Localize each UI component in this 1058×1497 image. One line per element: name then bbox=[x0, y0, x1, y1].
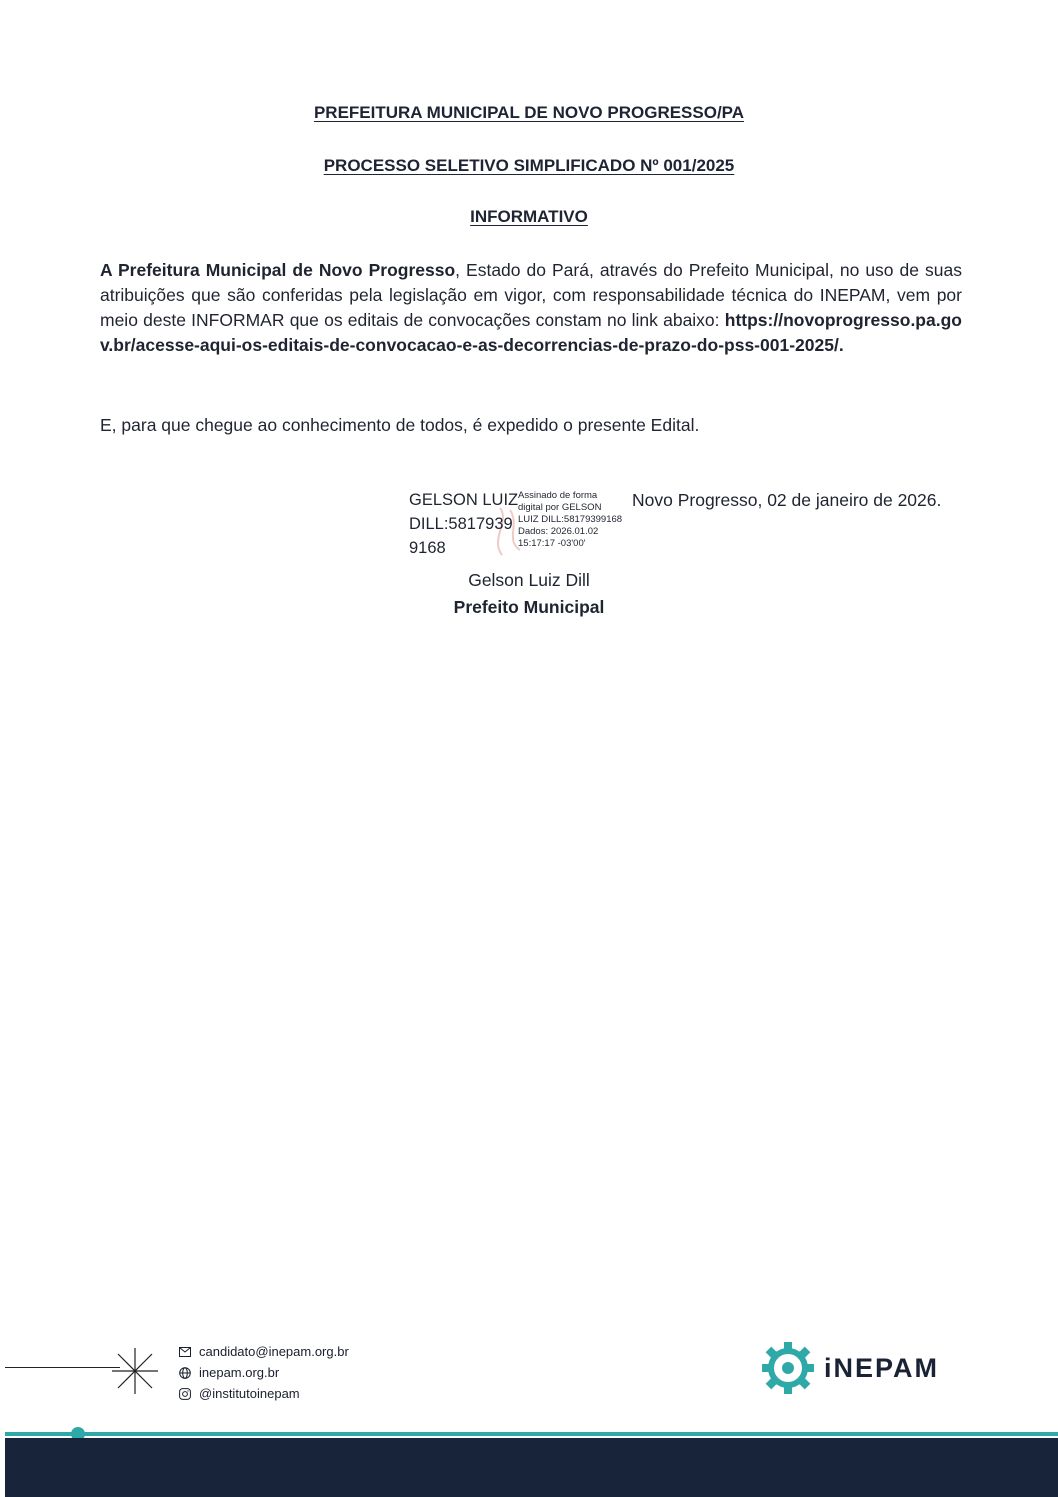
convocation-link[interactable]: https://novoprogresso.pa.gov.br/acesse-aqui-os-editais-de-convocacao-e-as-decorrencias-de-prazo-do-pss-001-2025/. bbox=[100, 310, 962, 355]
contact-email[interactable]: candidato@inepam.org.br bbox=[199, 1344, 349, 1359]
sig-detail-1: Assinado de forma bbox=[518, 490, 598, 501]
body-paragraph-bold: A Prefeitura Municipal de Novo Progresso bbox=[100, 260, 456, 280]
sig-detail-3: LUIZ DILL:58179399168 bbox=[518, 514, 623, 525]
date-line: Novo Progresso, 02 de janeiro de 2026. bbox=[632, 490, 942, 510]
header-title: INFORMATIVO bbox=[470, 207, 588, 226]
closing-paragraph: E, para que chegue ao conhecimento de todos, é expedido o presente Edital. bbox=[100, 415, 700, 435]
footer-navy-band bbox=[5, 1438, 1058, 1497]
signer-title: Prefeito Municipal bbox=[453, 597, 605, 617]
sig-detail-4: Dados: 2026.01.02 bbox=[518, 526, 599, 537]
contact-email-row bbox=[178, 1341, 349, 1362]
contact-website[interactable]: inepam.org.br bbox=[199, 1365, 280, 1380]
header-process: PROCESSO SELETIVO SIMPLIFICADO Nº 001/2025 bbox=[323, 156, 735, 175]
mail-icon bbox=[178, 1345, 192, 1359]
digital-signature-name bbox=[409, 488, 518, 560]
instagram-icon bbox=[178, 1387, 192, 1401]
footer-teal-line bbox=[5, 1432, 1058, 1436]
contact-website-row bbox=[178, 1362, 349, 1383]
inepam-logo bbox=[760, 1340, 939, 1396]
sig-name-line1: GELSON LUIZ bbox=[409, 491, 519, 509]
body-paragraph bbox=[100, 258, 962, 358]
header-municipality: PREFEITURA MUNICIPAL DE NOVO PROGRESSO/PA bbox=[313, 103, 745, 122]
gear-logo-icon bbox=[760, 1340, 816, 1396]
signer-name: Gelson Luiz Dill bbox=[468, 570, 590, 590]
contact-instagram[interactable]: @institutoinepam bbox=[199, 1386, 300, 1401]
sig-name-line3: 9168 bbox=[409, 539, 446, 557]
footer-line bbox=[5, 1367, 120, 1368]
asterisk-icon bbox=[112, 1348, 158, 1394]
sig-detail-2: digital por GELSON bbox=[518, 502, 602, 513]
digital-signature-details bbox=[518, 490, 622, 550]
sig-detail-5: 15:17:17 -03'00' bbox=[518, 538, 586, 549]
body-paragraph-text: , Estado do Pará, através do Prefeito Municipal, no uso de suas atribuições que são conferidas pela legislação em vigor, com responsabilidade técnica do INEPAM, vem por meio deste INFORMAR que os editais de convocações constam no link abaixo: bbox=[100, 260, 962, 330]
sig-name-line2: DILL:5817939 bbox=[409, 515, 513, 533]
logo-text: iNEPAM bbox=[824, 1352, 940, 1383]
contact-instagram-row bbox=[178, 1383, 349, 1404]
globe-icon bbox=[178, 1366, 192, 1380]
footer-contacts bbox=[178, 1341, 349, 1404]
